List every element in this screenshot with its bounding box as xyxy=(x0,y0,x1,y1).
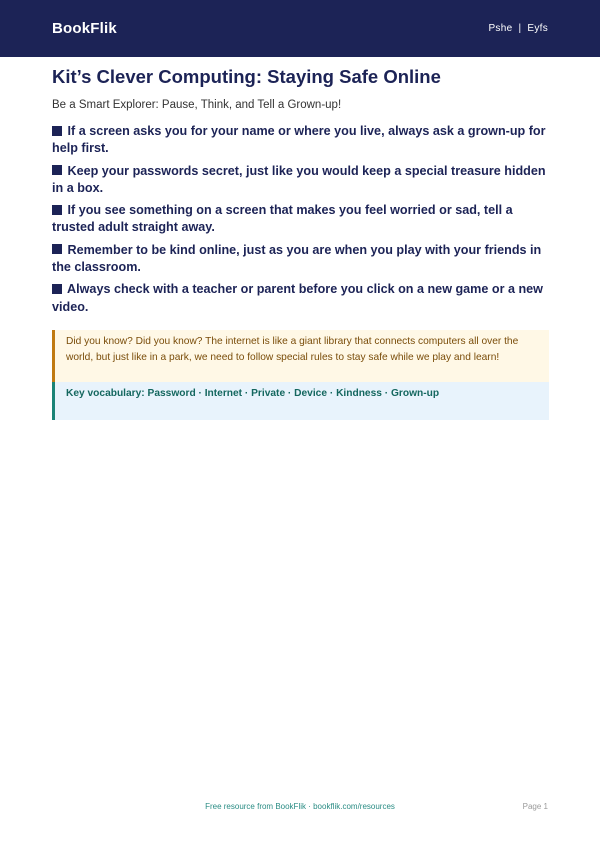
square-bullet-icon xyxy=(52,165,62,175)
list-item xyxy=(52,242,549,277)
list-item xyxy=(52,202,549,237)
tip-text: Keep your passwords secret, just like you would keep a special treasure hidden in a box. xyxy=(52,163,546,195)
site-header xyxy=(0,0,600,57)
tip-text: If a screen asks you for your name or where you live, always ask a grown-up for help first. xyxy=(52,124,546,156)
tag-level: Eyfs xyxy=(527,23,548,34)
list-item xyxy=(52,123,549,158)
worksheet-content xyxy=(52,64,549,420)
square-bullet-icon xyxy=(52,284,62,294)
key-vocabulary-box: Key vocabulary: Password · Internet · Private · Device · Kindness · Grown-up xyxy=(52,382,549,420)
footer-link-text[interactable]: Free resource from BookFlik · bookflik.com/resources xyxy=(205,802,395,811)
tip-text: Remember to be kind online, just as you are when you play with your friends in the classroom. xyxy=(52,242,542,275)
list-item xyxy=(52,163,549,198)
tip-text: Always check with a teacher or parent before you click on a new game or a new video. xyxy=(52,282,543,314)
footer-resource-link[interactable] xyxy=(0,802,600,811)
page-number: Page 1 xyxy=(522,802,548,811)
square-bullet-icon xyxy=(52,205,62,215)
brand-logo[interactable]: BookFlik xyxy=(52,20,117,37)
subject-tags xyxy=(488,23,548,34)
tag-separator: | xyxy=(518,23,522,34)
tip-text: If you see something on a screen that makes you feel worried or sad, tell a trusted adult straight away. xyxy=(52,203,513,235)
square-bullet-icon xyxy=(52,126,62,136)
safety-tips-list xyxy=(52,123,549,316)
tag-subject: Pshe xyxy=(488,23,513,34)
page-subtitle: Be a Smart Explorer: Pause, Think, and Tell a Grown-up! xyxy=(52,99,342,111)
did-you-know-callout: Did you know? Did you know? The internet is like a giant library that connects computers all over the world, but just like in a park, we need to follow special rules to stay safe while we play and learn! xyxy=(52,330,549,382)
square-bullet-icon xyxy=(52,244,62,254)
list-item xyxy=(52,281,549,316)
page-title: Kit’s Clever Computing: Staying Safe Online xyxy=(52,66,441,87)
